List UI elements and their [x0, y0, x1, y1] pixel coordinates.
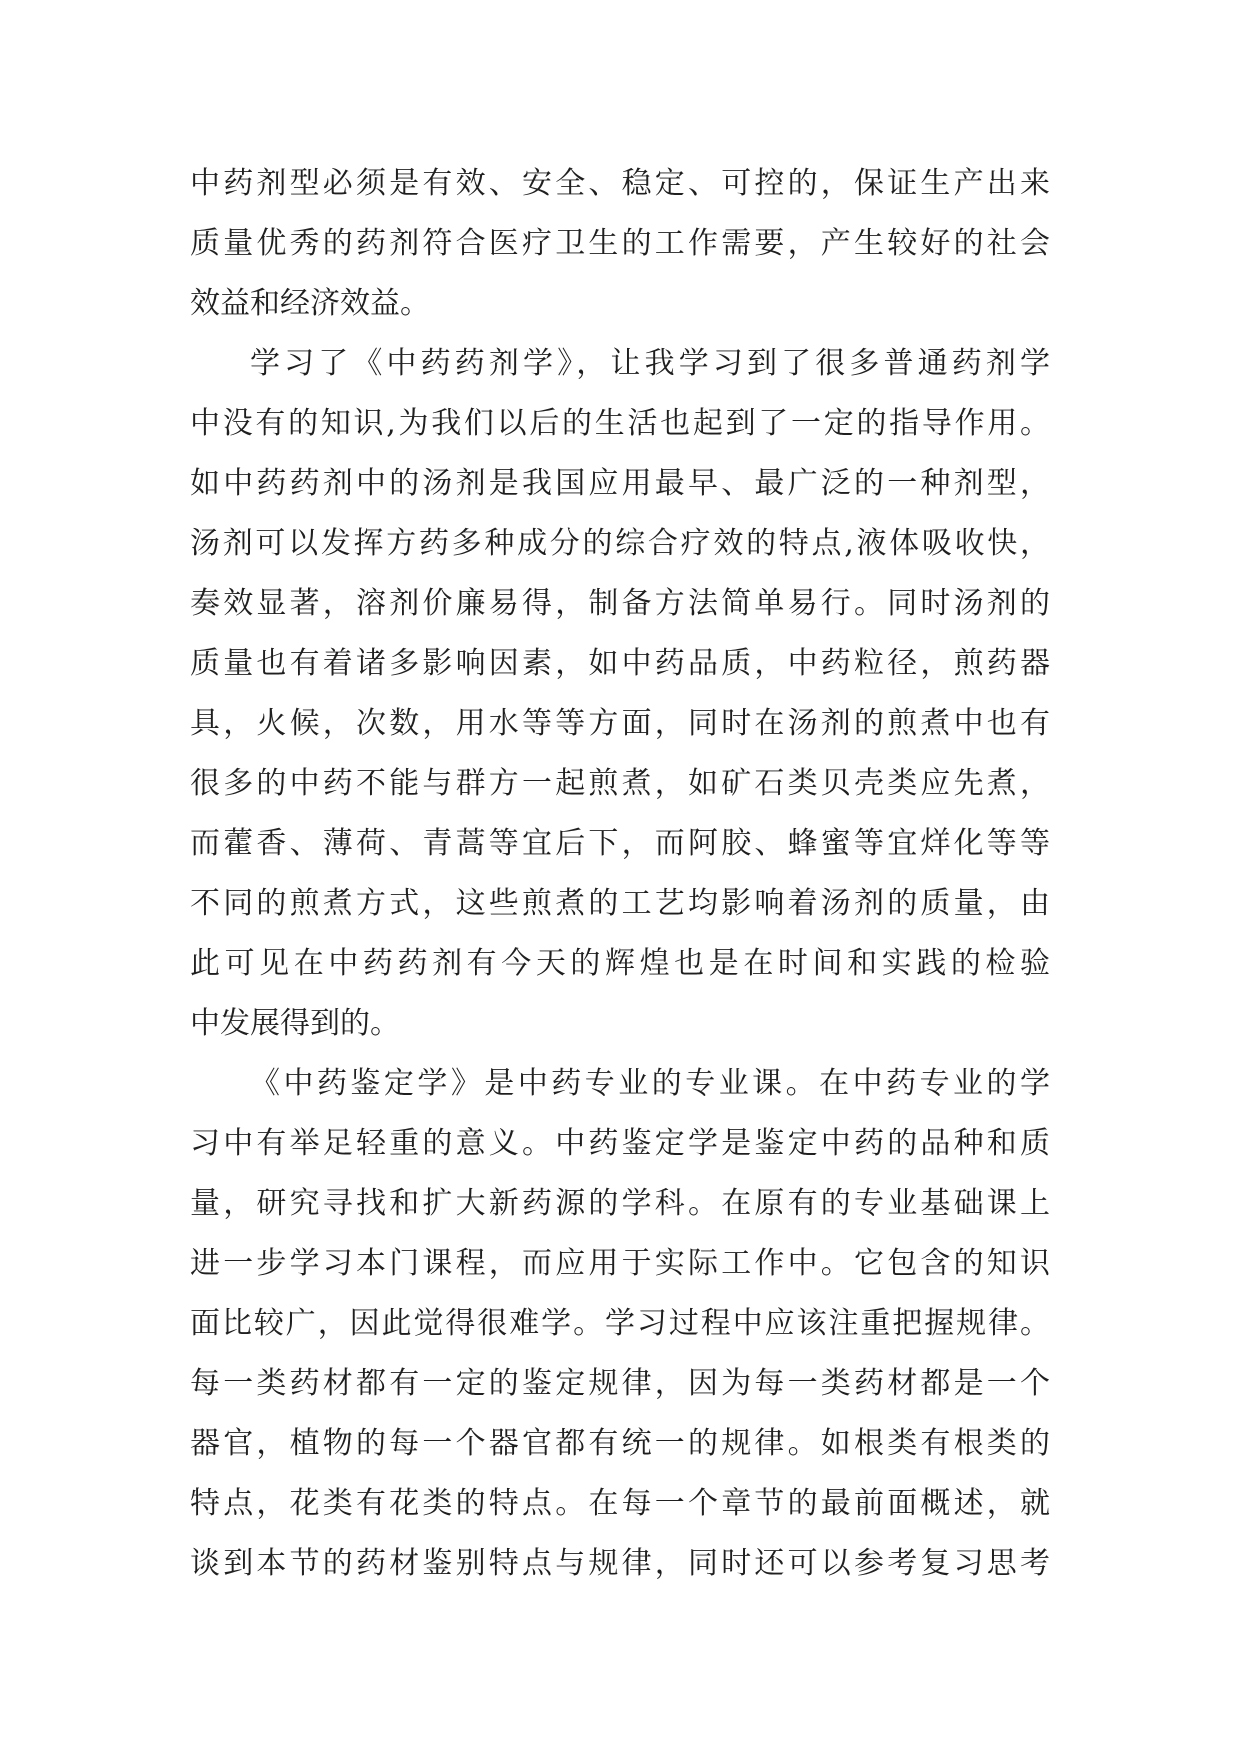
text-line: 器官，植物的每一个器官都有统一的规律。如根类有根类的	[190, 1426, 1050, 1461]
text-line: 质量优秀的药剂符合医疗卫生的工作需要，产生较好的社会	[190, 226, 1050, 261]
paragraph-first-line: 《中药鉴定学》是中药专业的专业课。在中药专业的学	[250, 1066, 1050, 1101]
text-line: 中发展得到的。	[190, 1006, 400, 1041]
text-line: 质量也有着诸多影响因素，如中药品质，中药粒径，煎药器	[190, 646, 1050, 681]
text-line: 如中药药剂中的汤剂是我国应用最早、最广泛的一种剂型，	[190, 466, 1050, 501]
text-line: 具，火候，次数，用水等等方面，同时在汤剂的煎煮中也有	[190, 706, 1050, 741]
text-line: 奏效显著，溶剂价廉易得，制备方法简单易行。同时汤剂的	[190, 586, 1050, 621]
text-line: 每一类药材都有一定的鉴定规律，因为每一类药材都是一个	[190, 1366, 1050, 1401]
text-line: 习中有举足轻重的意义。中药鉴定学是鉴定中药的品种和质	[190, 1126, 1050, 1161]
paragraph-first-line: 学习了《中药药剂学》，让我学习到了很多普通药剂学	[250, 346, 1050, 381]
body-text	[190, 154, 1050, 1594]
text-line: 此可见在中药药剂有今天的辉煌也是在时间和实践的检验	[190, 946, 1050, 981]
text-line: 谈到本节的药材鉴别特点与规律，同时还可以参考复习思考	[190, 1546, 1050, 1581]
text-line: 进一步学习本门课程，而应用于实际工作中。它包含的知识	[190, 1246, 1050, 1281]
text-line: 不同的煎煮方式，这些煎煮的工艺均影响着汤剂的质量，由	[190, 886, 1050, 921]
text-line: 很多的中药不能与群方一起煎煮，如矿石类贝壳类应先煮，	[190, 766, 1050, 801]
text-line: 面比较广，因此觉得很难学。学习过程中应该注重把握规律。	[190, 1306, 1050, 1341]
text-line: 汤剂可以发挥方药多种成分的综合疗效的特点,液体吸收快，	[190, 526, 1050, 561]
text-line: 特点，花类有花类的特点。在每一个章节的最前面概述，就	[190, 1486, 1050, 1521]
text-line: 中没有的知识,为我们以后的生活也起到了一定的指导作用。	[190, 406, 1050, 441]
text-line: 中药剂型必须是有效、安全、稳定、可控的，保证生产出来	[190, 166, 1050, 201]
text-line: 而藿香、薄荷、青蒿等宜后下，而阿胶、蜂蜜等宜烊化等等	[190, 826, 1050, 861]
text-line: 量，研究寻找和扩大新药源的学科。在原有的专业基础课上	[190, 1186, 1050, 1221]
text-line: 效益和经济效益。	[190, 286, 430, 321]
